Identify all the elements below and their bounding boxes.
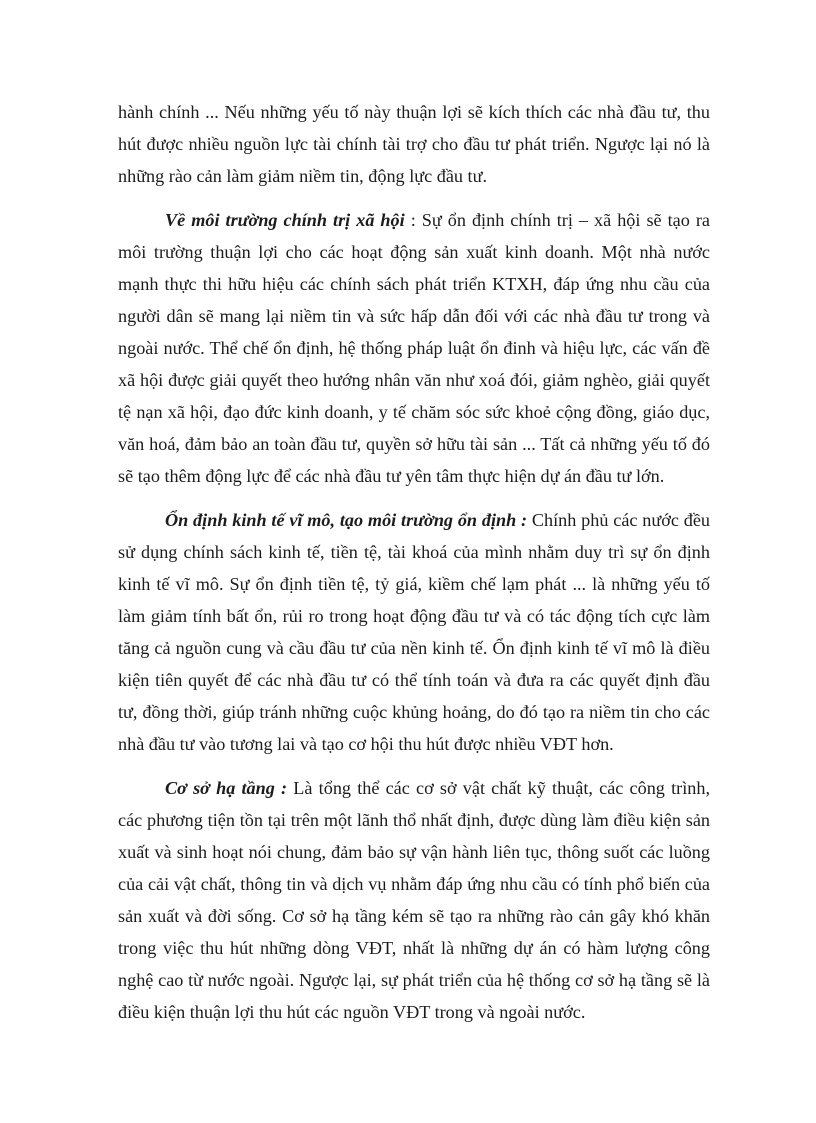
paragraph-political-social-environment	[118, 204, 710, 492]
paragraph-heading: Ổn định kinh tế vĩ mô, tạo môi trường ổn định :	[165, 510, 528, 530]
paragraph-infrastructure	[118, 772, 710, 1028]
paragraph-text: Là tổng thể các cơ sở vật chất kỹ thuật, các công trình, các phương tiện tồn tại trên một lãnh thổ nhất định, được dùng làm điều kiện sản xuất và sinh hoạt nói chung, đảm bảo sự vận hành liên tục, thông suốt các luồng của cải vật chất, thông tin và dịch vụ nhằm đáp ứng nhu cầu có tính phổ biến của sản xuất và đời sống. Cơ sở hạ tầng kém sẽ tạo ra những rào cản gây khó khăn trong việc thu hút những dòng VĐT, nhất là những dự án có hàm lượng công nghệ cao từ nước ngoài. Ngược lại, sự phát triển của hệ thống cơ sở hạ tầng sẽ là điều kiện thuận lợi thu hút các nguồn VĐT trong và ngoài nước.	[118, 778, 710, 1022]
paragraph-text: hành chính ... Nếu những yếu tố này thuận lợi sẽ kích thích các nhà đầu tư, thu hút được nhiều nguồn lực tài chính tài trợ cho đầu tư phát triển. Ngược lại nó là những rào cản làm giảm niềm tin, động lực đầu tư.	[118, 102, 710, 186]
paragraph-macro-stability	[118, 504, 710, 760]
paragraph-heading: Cơ sở hạ tầng :	[165, 778, 288, 798]
paragraph-text: : Sự ổn định chính trị – xã hội sẽ tạo ra môi trường thuận lợi cho các hoạt động sản xuất kinh doanh. Một nhà nước mạnh thực thi hữu hiệu các chính sách phát triển KTXH, đáp ứng nhu cầu của người dân sẽ mang lại niềm tin và sức hấp dẫn đối với các nhà đầu tư trong và ngoài nước. Thể chế ổn định, hệ thống pháp luật ổn đinh và hiệu lực, các vấn đề xã hội được giải quyết theo hướng nhân văn như xoá đói, giảm nghèo, giải quyết tệ nạn xã hội, đạo đức kinh doanh, y tế chăm sóc sức khoẻ cộng đồng, giáo dục, văn hoá, đảm bảo an toàn đầu tư, quyền sở hữu tài sản ... Tất cả những yếu tố đó sẽ tạo thêm động lực để các nhà đầu tư yên tâm thực hiện dự án đầu tư lớn.	[118, 210, 710, 486]
paragraph-heading: Về môi trường chính trị xã hội	[165, 210, 405, 230]
paragraph-text: Chính phủ các nước đều sử dụng chính sách kinh tế, tiền tệ, tài khoá của mình nhằm duy trì sự ổn định kinh tế vĩ mô. Sự ổn định tiền tệ, tỷ giá, kiềm chế lạm phát ... là những yếu tố làm giảm tính bất ổn, rủi ro trong hoạt động đầu tư và có tác động tích cực làm tăng cả nguồn cung và cầu đầu tư của nền kinh tế. Ổn định kinh tế vĩ mô là điều kiện tiên quyết để các nhà đầu tư có thể tính toán và đưa ra các quyết định đầu tư, đồng thời, giúp tránh những cuộc khủng hoảng, do đó tạo ra niềm tin cho các nhà đầu tư vào tương lai và tạo cơ hội thu hút được nhiều VĐT hơn.	[118, 510, 710, 754]
document-body	[118, 96, 710, 1040]
paragraph-continuation	[118, 96, 710, 192]
